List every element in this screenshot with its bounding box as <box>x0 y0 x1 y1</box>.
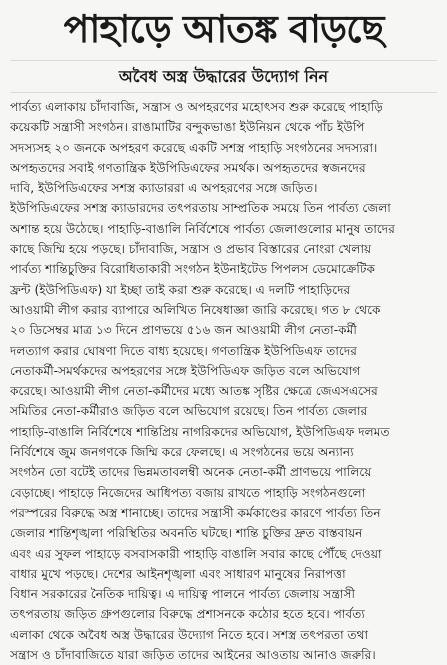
subtitle: অবৈধ অস্ত্র উদ্ধারের উদ্যোগ নিন <box>118 67 329 86</box>
article-line: ২০ ডিসেম্বর মাত্র ১৩ দিনে প্রাণভয়ে ৫১৬ জন আওয়ামী লীগ নেতা-কর্মী <box>10 323 357 338</box>
article-line: নির্বিশেষে জুম জনগণকে জিম্মি করে ফেলছে। এ সংগঠনের ভয়ে অন্যান্য <box>10 445 354 460</box>
article-line: পাহাড়ি-বাঙালি নির্বিশেষে শান্তিপ্রিয় নাগরিকদের অভিযোগ, ইউপিডিএফ দলমত <box>10 424 390 439</box>
article-line: পরস্পরের বিরুদ্ধে অস্ত্র শানাচ্ছে। তাদের সন্ত্রাসী কর্মকাণ্ডের কারণে পার্বত্য তিন <box>10 505 381 520</box>
article-line: অপহৃতদের সবাই গণতান্ত্রিক ইউপিডিএফের সমর্থক। অপহৃতদের স্বজনদের <box>10 160 366 175</box>
article-line: অশান্ত হয়ে উঠেছে। পাহাড়ি-বাঙালি নির্বিশেষে পার্বত্য জেলাগুলোর মানুষ তাদের <box>10 221 395 236</box>
article-line: পার্বত্য এলাকায় চাঁদাবাজি, সন্ত্রাস ও অপহরণের মহোৎসব শুরু করেছে পাহাড়ি <box>10 100 383 114</box>
article-line: দাবি, ইউপিডিএফের সশস্ত্র ক্যাডাররা এ অপহরণের সঙ্গে জড়িত। <box>10 181 318 196</box>
article-line: আওয়ামী লীগ করার ব্যাপারে অলিখিত নিষেধাজ্ঞা জারি করেছে। গত ৮ থেকে <box>10 302 381 317</box>
article-line: সন্ত্রাস ও চাঁদাবাজিতে যারা জড়িত তাদের আইনের আওতায় আনাও জরুরি। <box>10 648 376 663</box>
article-line: কাছে জিম্মি হয়ে পড়ছে। চাঁদাবাজি, সন্ত্রাস ও প্রভাব বিস্তারের নোংরা খেলায় <box>10 242 372 257</box>
article-line: ফ্রন্ট (ইউপিডিএফ) যা ইচ্ছা তাই করা শুরু করেছে। এ দলটি পাহাড়িদের <box>10 282 351 297</box>
article-line: এবং এর সুফল পাহাড়ে বসবাসকারী পাহাড়ি বাঙালি সবার কাছে পৌঁছে দেওয়া <box>10 546 382 561</box>
article-line: দলত্যাগ করার ঘোষণা দিতে বাধ্য হয়েছে। গণতান্ত্রিক ইউপিডিএফ তাদের <box>10 343 357 358</box>
article-line: সংগঠন তো বটেই তাদের ভিন্নমতাবলম্বী অনেক নেতা-কর্মী প্রাণভয়ে পালিয়ে <box>10 465 372 480</box>
article-line: বিধান সরকারের নৈতিক দায়িত্ব। এ দায়িত্ব পালনে পার্বত্য জেলায় সন্ত্রাসী <box>10 587 355 602</box>
article-line: কয়েকটি সন্ত্রাসী সংগঠন। রাঙামাটির বন্দুকভাঙা ইউনিয়ন থেকে পাঁচ ইউপি <box>10 120 365 135</box>
headline: পাহাড়ে আতঙ্ক বাড়ছে <box>63 7 384 51</box>
article-line: ইউপিডিএফের সশস্ত্র ক্যাডারদের তৎপরতায় সাম্প্রতিক সময়ে তিন পার্বত্য জেলা <box>10 201 391 216</box>
article-body <box>10 97 437 665</box>
article-line: সদস্যসহ ২০ জনকে অপহরণ করেছে একটি সশস্ত্র পাহাড়ি সংগঠনের সদস্যরা। <box>10 140 378 155</box>
article-line: করেছে। আওয়ামী লীগ নেতা-কর্মীদের মধ্যে আতঙ্ক সৃষ্টির ক্ষেত্রে জেএসএসের <box>10 384 378 399</box>
article-line: বেড়াচ্ছে। পাহাড়ে নিজেদের আধিপত্য বজায় রাখতে পাহাড়ি সংগঠনগুলো <box>10 485 366 500</box>
article-line: নেতাকর্মী-সমর্থকদের অপহরণের সঙ্গে ইউপিডিএফ জড়িত বলে অভিযোগ <box>10 363 361 378</box>
article-line: বাধার মুখে পড়ছে। দেশের আইনশৃঙ্খলা এবং সাধারণ মানুষের নিরাপত্তা <box>10 566 346 581</box>
subtitle-band <box>10 60 437 93</box>
article-line: জেলার শান্তিশৃঙ্খলা পরিস্থিতির অবনতি ঘটছে। শান্তি চুক্তির দ্রুত বাস্তবায়ন <box>10 526 363 541</box>
article-line: তৎপরতায় জড়িত গ্রুপগুলোর বিরুদ্ধে প্রশাসনকে কঠোর হতে হবে। পার্বত্য <box>10 607 365 622</box>
article-line: এলাকা থেকে অবৈধ অস্ত্র উদ্ধারের উদ্যোগ নিতে হবে। সশস্ত্র তৎপরতা তথা <box>10 627 369 642</box>
article-line: পার্বত্য শান্তিচুক্তির বিরোধিতাকারী সংগঠন ইউনাইটেড পিপলস ডেমোক্রেটিক <box>10 262 375 277</box>
article-line: সমিতির নেতা-কর্মীরাও জড়িত বলে অভিযোগ রয়েছে। তিন পার্বত্য জেলার <box>10 404 368 419</box>
